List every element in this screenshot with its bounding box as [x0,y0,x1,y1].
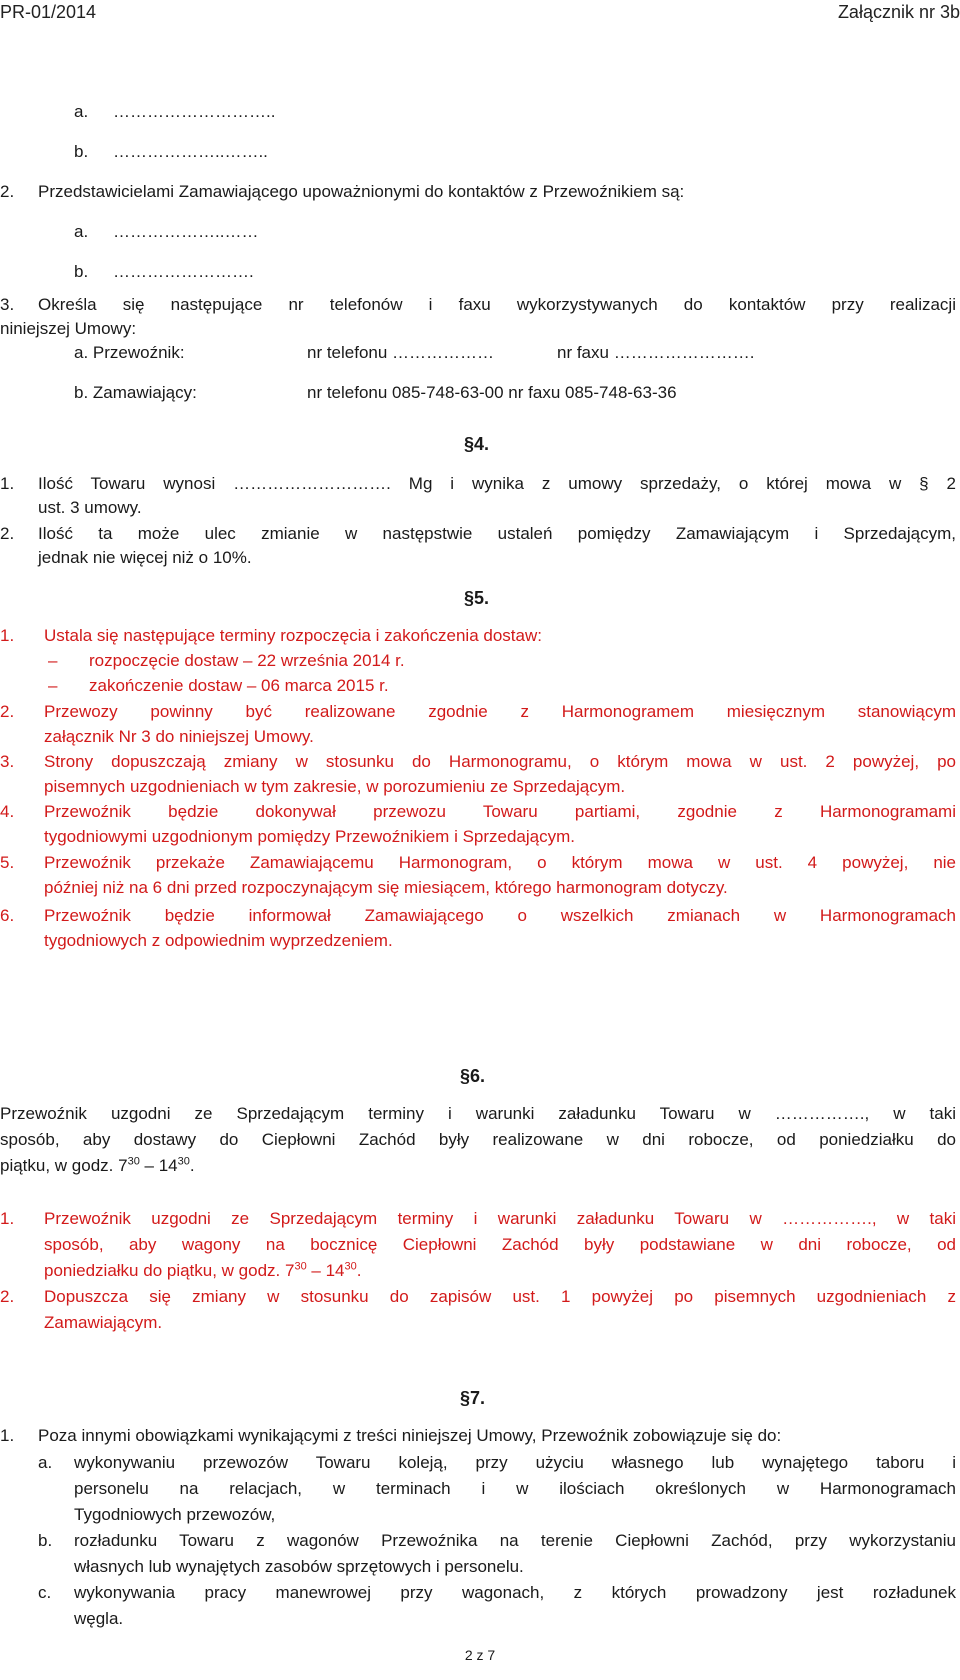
delivery-end: zakończenie dostaw – 06 marca 2015 r. [89,676,389,695]
paragraph-text: wykonywaniu przewozów Towaru koleją, przy użyciu własnego lub wynajętego taboru i [74,1453,956,1472]
paragraph-text: rozładunku Towaru z wagonów Przewoźnika na terenie Ciepłowni Zachód, przy wykorzystaniu [74,1531,956,1550]
paragraph-text: poniedziałku do piątku, w godz. $7^{30} - 14^{30}$. [44,1260,362,1280]
list-number: 6. [0,906,15,925]
list-label: a. [74,102,89,121]
contact-label: b. Zamawiający: [74,383,197,402]
paragraph-text: sposób, aby wagony na bocznicę Ciepłowni Zachód były podstawiane w dni robocze, od [44,1235,956,1254]
paragraph-text: Dopuszcza się zmiany w stosunku do zapisów ust. 1 powyżej po pisemnych uzgodnieniach z [44,1287,956,1306]
paragraph-text: Poza innymi obowiązkami wynikającymi z treści niniejszej Umowy, Przewoźnik zobowiązuje się do: [38,1426,782,1445]
paragraph-text: Przewoźnik będzie informował Zamawiającego o wszelkich zmianach w Harmonogramach [44,906,956,925]
paragraph-text: Przewozy powinny być realizowane zgodnie z Harmonogramem miesięcznym stanowiącym [44,702,956,721]
paragraph-text: Zamawiającym. [44,1313,163,1332]
contact-phone: nr telefonu ……………… [307,343,495,362]
placeholder-dots: ………………..…… [113,222,259,241]
list-number: 2. [0,702,15,721]
placeholder-dots: ……………………….. [113,102,276,121]
paragraph-text: tygodniowych z odpowiednim wyprzedzeniem. [44,931,393,950]
list-number: 2. [0,1287,15,1306]
paragraph-text: Strony dopuszczają zmiany w stosunku do Harmonogramu, o którym mowa w ust. 2 powyżej, po [44,752,956,771]
section-heading: §7. [460,1388,486,1408]
bullet-dash: – [48,651,58,670]
list-label: c. [38,1583,52,1602]
list-number: 4. [0,802,15,821]
list-number: 2. [0,524,15,543]
list-label: a. [38,1453,53,1472]
list-number: 1. [0,1426,15,1445]
paragraph-text: Ustala się następujące terminy rozpoczęcia i zakończenia dostaw: [44,626,542,645]
paragraph-text: niniejszej Umowy: [0,319,137,338]
list-number: 5. [0,853,15,872]
paragraph-text: Ilość Towaru wynosi ………………………. Mg i wynika z umowy sprzedaży, o której mowa w § 2 [38,474,956,493]
paragraph-text: sposób, aby dostawy do Ciepłowni Zachód były realizowane w dni robocze, od poniedziałku do [0,1130,956,1149]
header-doc-id: PR-01/2014 [0,2,97,22]
list-number: 1. [0,626,15,645]
placeholder-dots: ……………………. [113,262,254,281]
contact-label: a. Przewoźnik: [74,343,185,362]
paragraph-text: personelu na relacjach, w terminach i w ilościach określonych w Harmonogramach [74,1479,956,1498]
paragraph-text: Przewoźnik uzgodni ze Sprzedającym terminy i warunki załadunku Towaru w ……………., w taki [0,1104,956,1123]
paragraph-text: później niż na 6 dni przed rozpoczynającym się miesiącem, którego harmonogram dotyczy. [44,878,728,897]
section-heading: §5. [464,588,490,608]
paragraph-text: Ilość ta może ulec zmianie w następstwie ustaleń pomiędzy Zamawiającym i Sprzedającym, [38,524,956,543]
delivery-start: rozpoczęcie dostaw – 22 września 2014 r. [89,651,405,670]
paragraph-text: tygodniowymi uzgodnionym pomiędzy Przewoźnikiem i Sprzedającym. [44,827,576,846]
paragraph-text: Przewoźnik uzgodni ze Sprzedającym terminy i warunki załadunku Towaru w ……………., w taki [44,1209,956,1228]
paragraph-text: Przewoźnik będzie dokonywał przewozu Towaru partiami, zgodnie z Harmonogramami [44,802,956,821]
contact-fax: nr faxu ……………………. [557,343,755,362]
paragraph-text: Przewoźnik przekaże Zamawiającemu Harmonogram, o którym mowa w ust. 4 powyżej, nie [44,853,956,872]
list-number: 2. [0,182,15,201]
paragraph-text: pisemnych uzgodnieniach w tym zakresie, w porozumieniu ze Sprzedającym. [44,777,626,796]
list-label: b. [74,262,89,281]
list-number: 1. [0,1209,15,1228]
list-label: a. [74,222,89,241]
paragraph-text: Tygodniowych przewozów, [74,1505,276,1524]
paragraph-text: załącznik Nr 3 do niniejszej Umowy. [44,727,314,746]
paragraph-text: węgla. [74,1609,124,1628]
list-number: 3. [0,295,15,314]
page-number: 2 z 7 [464,1647,496,1663]
header-attachment: Załącznik nr 3b [837,2,960,22]
paragraph-text: ust. 3 umowy. [38,498,142,517]
list-label: b. [38,1531,53,1550]
list-number: 3. [0,752,15,771]
paragraph-text: Określa się następujące nr telefonów i faxu wykorzystywanych do kontaktów przy realizacji [38,295,956,314]
paragraph-text: własnych lub wynajętych zasobów sprzętowych i personelu. [74,1557,524,1576]
list-label: b. [74,142,89,161]
section-heading: §4. [464,434,490,454]
placeholder-dots: ………………..…….. [113,142,268,161]
section-heading: §6. [460,1066,486,1086]
contact-phone-fax: nr telefonu 085-748-63-00 nr faxu 085-748-63-36 [307,383,677,402]
list-number: 1. [0,474,15,493]
paragraph-text: wykonywania pracy manewrowej przy wagonach, z których prowadzony jest rozładunek [74,1583,956,1602]
paragraph-text: Przedstawicielami Zamawiającego upoważnionymi do kontaktów z Przewoźnikiem są: [38,182,685,201]
bullet-dash: – [48,676,58,695]
paragraph-text: jednak nie więcej niż o 10%. [38,548,252,567]
paragraph-text: piątku, w godz. $7^{30} - 14^{30}$. [0,1155,195,1175]
